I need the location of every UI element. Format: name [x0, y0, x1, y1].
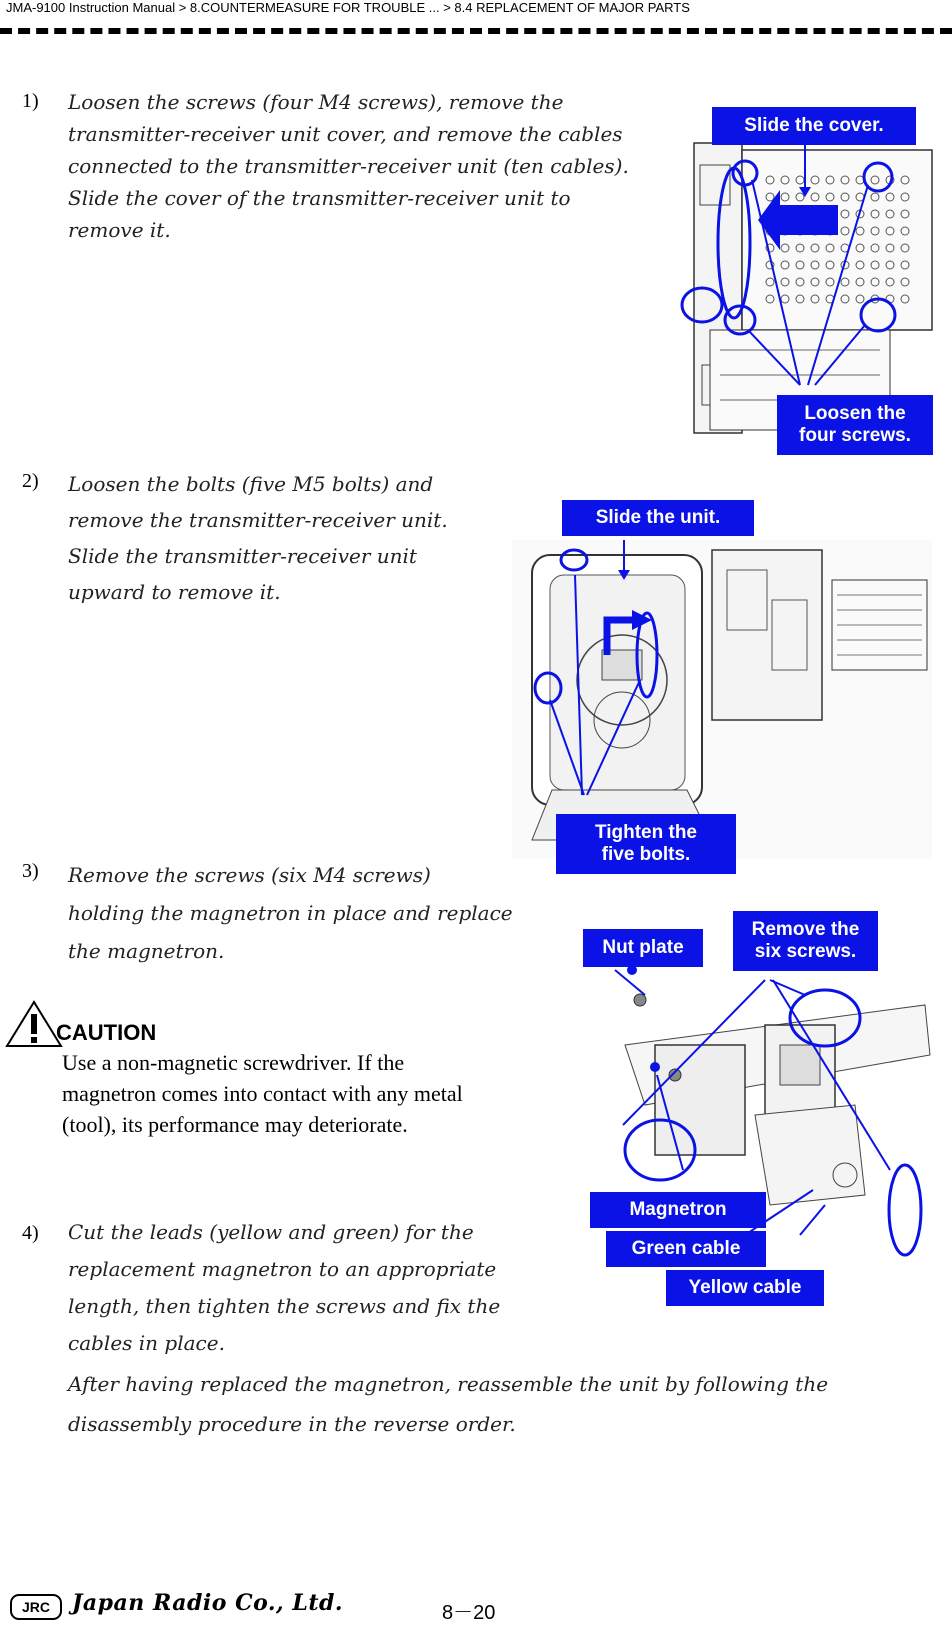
step-1-text: Loosen the screws (four M4 screws), remove the transmitter-receiver unit cover, and remove the cables connected to the transmitter-receiver unit (ten cables). Slide the cover of the transmitter-receiver unit to remove it. [68, 90, 629, 242]
slide-cover-label: Slide the cover. [712, 107, 916, 145]
step-3-text: Remove the screws (six M4 screws) holding the magnetron in place and replace the magnetron. [68, 863, 513, 963]
tighten-five-bolts-label: Tighten the five bolts. [556, 814, 736, 874]
page-number: 8－20 [442, 1602, 496, 1624]
step-2-text: Loosen the bolts (five M5 bolts) and remove the transmitter-receiver unit. Slide the transmitter-receiver unit upward to remove it. [68, 472, 448, 604]
slide-unit-label: Slide the unit. [562, 500, 754, 536]
loosen-four-screws-label: Loosen the four screws. [777, 395, 933, 455]
magnetron-label: Magnetron [590, 1192, 766, 1228]
header-divider [0, 28, 952, 34]
company-logo: Japan Radio Co., Ltd. [72, 1590, 344, 1616]
step-4-number: 4) [22, 1222, 39, 1244]
green-cable-label: Green cable [606, 1231, 766, 1267]
nut-plate-label: Nut plate [583, 929, 703, 967]
yellow-cable-label: Yellow cable [666, 1270, 824, 1306]
step-1-number: 1) [22, 90, 39, 112]
caution-text: Use a non-magnetic screwdriver. If the magnetron comes into contact with any metal (tool), its performance may deteriorate. [62, 1050, 463, 1137]
radar-housing-figure [512, 540, 932, 858]
jrc-logo: JRC [10, 1594, 62, 1620]
caution-title: CAUTION [56, 1020, 157, 1045]
step-3-number: 3) [22, 860, 39, 882]
remove-six-screws-label: Remove the six screws. [733, 911, 878, 971]
step-4-text: Cut the leads (yellow and green) for the replacement magnetron to an appropriate length, then tighten the screws and fix the cables in place. [68, 1220, 501, 1355]
warning-triangle-icon [4, 1000, 64, 1048]
breadcrumb: JMA-9100 Instruction Manual > 8.COUNTERMEASURE FOR TROUBLE ... > 8.4 REPLACEMENT OF MAJOR PARTS [6, 0, 690, 15]
closing-text: After having replaced the magnetron, reassemble the unit by following the disassembly procedure in the reverse order. [68, 1372, 829, 1436]
step-2-number: 2) [22, 470, 39, 492]
